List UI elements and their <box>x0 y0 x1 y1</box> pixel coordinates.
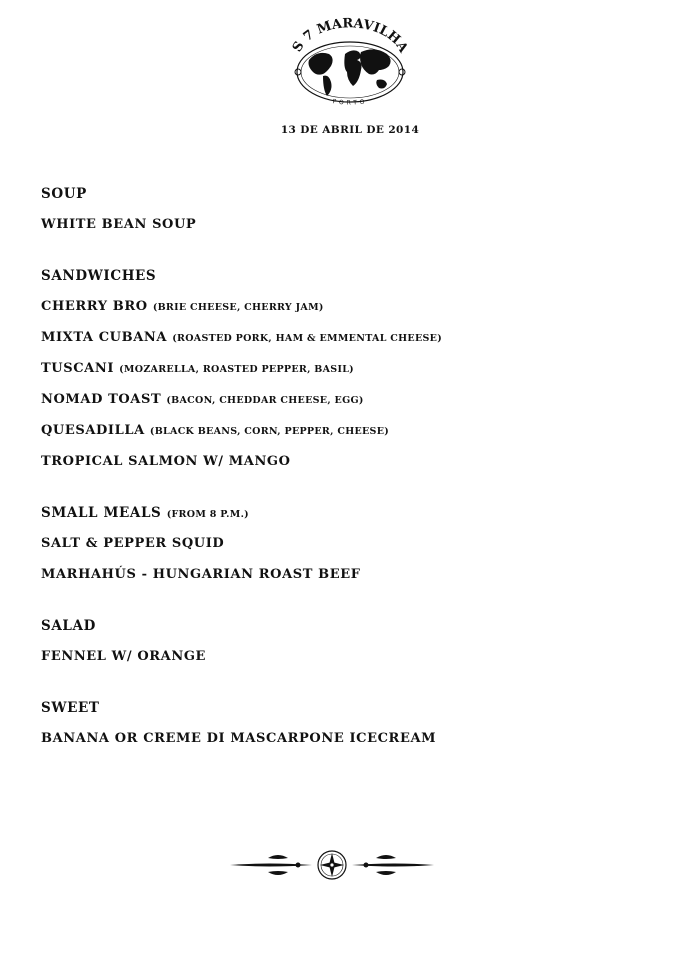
section-title <box>41 503 661 523</box>
item-name: QUESADILLA <box>41 423 145 438</box>
menu-item <box>41 215 661 235</box>
menu-item <box>41 729 661 749</box>
item-name: FENNEL W/ ORANGE <box>41 649 207 664</box>
section-sweet <box>41 698 661 749</box>
item-name: CHERRY BRO <box>41 299 148 314</box>
section-salad <box>41 616 661 667</box>
item-name: WHITE BEAN SOUP <box>41 217 197 232</box>
section-sandwiches <box>41 266 661 472</box>
item-name: SALT & PEPPER SQUID <box>41 536 225 551</box>
menu-date: 13 DE ABRIL DE 2014 <box>280 124 420 136</box>
item-name: BANANA OR CREME DI MASCARPONE ICECREAM <box>41 731 437 746</box>
menu-list <box>41 184 661 780</box>
section-title-detail: (FROM 8 P.M.) <box>166 509 249 520</box>
section-title: SOUP <box>41 186 87 202</box>
logo-top-text: S 7 MARAVILHA <box>289 16 411 56</box>
svg-text:AS 7 MARAVILHAS <box>289 10 411 56</box>
menu-item <box>41 647 661 667</box>
svg-text:PORTO <box>332 98 368 106</box>
item-name: TROPICAL SALMON W/ MANGO <box>41 454 291 469</box>
logo-bottom-text: PORTO <box>332 98 368 107</box>
menu-item <box>41 452 661 472</box>
item-detail: (BRIE CHEESE, CHERRY JAM) <box>152 302 324 313</box>
menu-item <box>41 421 661 441</box>
item-detail: (BLACK BEANS, CORN, PEPPER, CHEESE) <box>149 426 390 437</box>
item-name: MIXTA CUBANA <box>41 330 168 345</box>
item-detail: (MOZARELLA, ROASTED PEPPER, BASIL) <box>119 364 354 375</box>
item-name: TUSCANI <box>41 361 114 376</box>
menu-item <box>41 390 661 410</box>
menu-item <box>41 534 661 554</box>
section-small-meals <box>41 503 661 585</box>
section-title: SANDWICHES <box>41 268 157 284</box>
restaurant-logo <box>289 10 411 114</box>
item-detail: (BACON, CHEDDAR CHEESE, EGG) <box>166 395 364 406</box>
menu-item <box>41 565 661 585</box>
compass-ornament-icon <box>228 848 436 882</box>
item-name: NOMAD TOAST <box>41 392 162 407</box>
item-detail: (ROASTED PORK, HAM & EMMENTAL CHEESE) <box>172 333 443 344</box>
section-title: SWEET <box>41 700 100 716</box>
menu-item <box>41 359 661 379</box>
section-soup <box>41 184 661 235</box>
menu-item <box>41 328 661 348</box>
menu-item <box>41 297 661 317</box>
section-title: SALAD <box>41 618 96 634</box>
section-title-text: SMALL MEALS <box>41 505 162 521</box>
item-name: MARHAHÚS - HUNGARIAN ROAST BEEF <box>41 567 361 582</box>
